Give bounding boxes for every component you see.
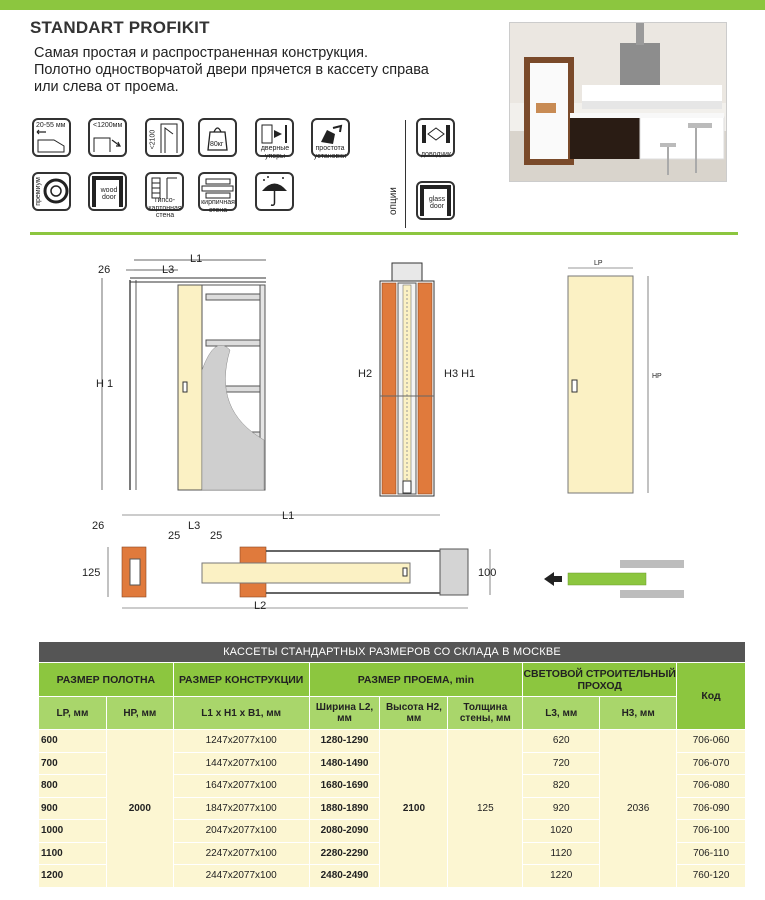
cell-dims: 2447x2077x100 [173,865,309,888]
gypsum-wall-label: гипсо-картонная стена [148,197,182,219]
door-width-label: <1200мм [93,122,123,129]
header-lp: LP, мм [39,697,107,730]
options-divider [405,120,406,228]
cell-width: 1480-1490 [309,752,380,775]
side-h3h1-label: H3 H1 [444,368,476,380]
front-26-label: 26 [98,264,111,276]
door-width-icon [88,118,127,157]
premium-icon [32,172,71,211]
door-height-label: <2100 [149,129,157,150]
panel-hp-label: HP [652,373,662,380]
header-l3: L3, мм [523,697,600,730]
cell-dims: 2247x2077x100 [173,842,309,865]
section-divider [30,232,738,235]
cell-code: 706-080 [677,775,746,798]
header-construction: РАЗМЕР КОНСТРУКЦИИ [173,663,309,697]
cell-dims: 1447x2077x100 [173,752,309,775]
door-panel-drawing [560,262,660,497]
cell-width: 1880-1890 [309,797,380,820]
table-header-row-2 [39,697,746,730]
cell-code: 706-090 [677,797,746,820]
header-door-size: РАЗМЕР ПОЛОТНА [39,663,174,697]
header-hp: HP, мм [106,697,173,730]
cell-lp: 1100 [39,842,107,865]
header-opening: РАЗМЕР ПРОЕМА, min [309,663,523,697]
intro-line-2: Полотно одностворчатой двери прячется в кассету справа [34,62,429,78]
cell-h3-shared: 2036 [600,730,677,888]
header-wall: Толщина стены, мм [448,697,523,730]
plan-100-label: 100 [478,567,497,579]
cell-width: 1280-1290 [309,730,380,753]
cell-lp: 700 [39,752,107,775]
side-section-drawing [375,255,455,500]
cell-code: 706-110 [677,842,746,865]
header-width: Ширина L2, мм [309,697,380,730]
cell-hp-shared: 2000 [106,730,173,888]
cell-lp: 1000 [39,820,107,843]
table-caption-row [39,642,746,663]
cell-width: 1680-1690 [309,775,380,798]
cell-dims: 1647x2077x100 [173,775,309,798]
plan-l3-label: L3 [188,520,201,532]
plan-25a-label: 25 [168,530,181,542]
plan-125-label: 125 [82,567,101,579]
front-view-drawing [90,250,290,500]
header-dims: L1 x H1 x B1, мм [173,697,309,730]
header-height: Высота H2, мм [380,697,448,730]
table-caption: КАССЕТЫ СТАНДАРТНЫХ РАЗМЕРОВ СО СКЛАДА В МОСКВЕ [39,642,746,663]
cell-dims: 1247x2077x100 [173,730,309,753]
plan-l2-label: L2 [254,600,267,612]
closer-label: доводчик [420,151,452,158]
header-h3: H3, мм [600,697,677,730]
panel-lp-label: LP [594,260,603,267]
cell-width: 2280-2290 [309,842,380,865]
weight-label: 80кг [210,141,224,148]
intro-line-3: или слева от проема. [34,79,179,95]
weight-icon [198,118,237,157]
sliding-direction-icon [540,555,690,605]
cell-l3: 1220 [523,865,600,888]
cell-l3: 1120 [523,842,600,865]
cell-lp: 800 [39,775,107,798]
header-code: Код [677,663,746,730]
cell-l3: 820 [523,775,600,798]
cell-code: 706-070 [677,752,746,775]
cell-lp: 900 [39,797,107,820]
plan-section-drawing [100,505,500,620]
plan-l1-label: L1 [282,510,295,522]
cell-l3: 620 [523,730,600,753]
front-l3-label: L3 [162,264,175,276]
glass-door-label: glass door [428,196,446,210]
easy-install-label: простота установки [313,145,347,160]
door-height-icon [145,118,184,157]
front-l1-label: L1 [190,253,203,265]
cell-dims: 1847x2077x100 [173,797,309,820]
wood-door-icon [88,172,127,211]
cell-code: 760-120 [677,865,746,888]
cell-dims: 2047x2077x100 [173,820,309,843]
cell-height-shared: 2100 [380,730,448,888]
door-stops-label: дверные упоры [260,145,290,160]
intro-text [34,45,494,96]
table-header-row-1 [39,663,746,697]
front-h1-label: H 1 [96,378,114,390]
cell-lp: 600 [39,730,107,753]
cell-wall-shared: 125 [448,730,523,888]
glass-door-icon [416,181,455,220]
humidity-umbrella-icon [255,172,294,211]
intro-line-1: Самая простая и распространенная конструкция. [34,45,369,61]
options-label: опции [388,187,399,215]
brick-wall-label: кирпичная стена [201,199,235,214]
standard-sizes-table [38,641,746,888]
interior-photo [509,22,727,182]
plan-25b-label: 25 [210,530,223,542]
cell-lp: 1200 [39,865,107,888]
cell-code: 706-100 [677,820,746,843]
top-accent-bar [0,0,765,10]
cell-width: 2080-2090 [309,820,380,843]
cell-code: 706-060 [677,730,746,753]
cell-l3: 1020 [523,820,600,843]
header-clear-passage: СВЕТОВОЙ СТРОИТЕЛЬНЫЙ ПРОХОД [523,663,677,697]
cell-width: 2480-2490 [309,865,380,888]
plan-26-label: 26 [92,520,105,532]
cell-l3: 920 [523,797,600,820]
cell-l3: 720 [523,752,600,775]
side-h2-label: H2 [358,368,373,380]
premium-label: премиум [34,177,42,206]
wood-door-label: wood door [100,187,118,201]
page-title: STANDART PROFIKIT [30,18,210,37]
table-row [39,730,746,753]
wall-thickness-label: 20-55 мм [36,122,66,129]
wall-thickness-icon [32,118,71,157]
